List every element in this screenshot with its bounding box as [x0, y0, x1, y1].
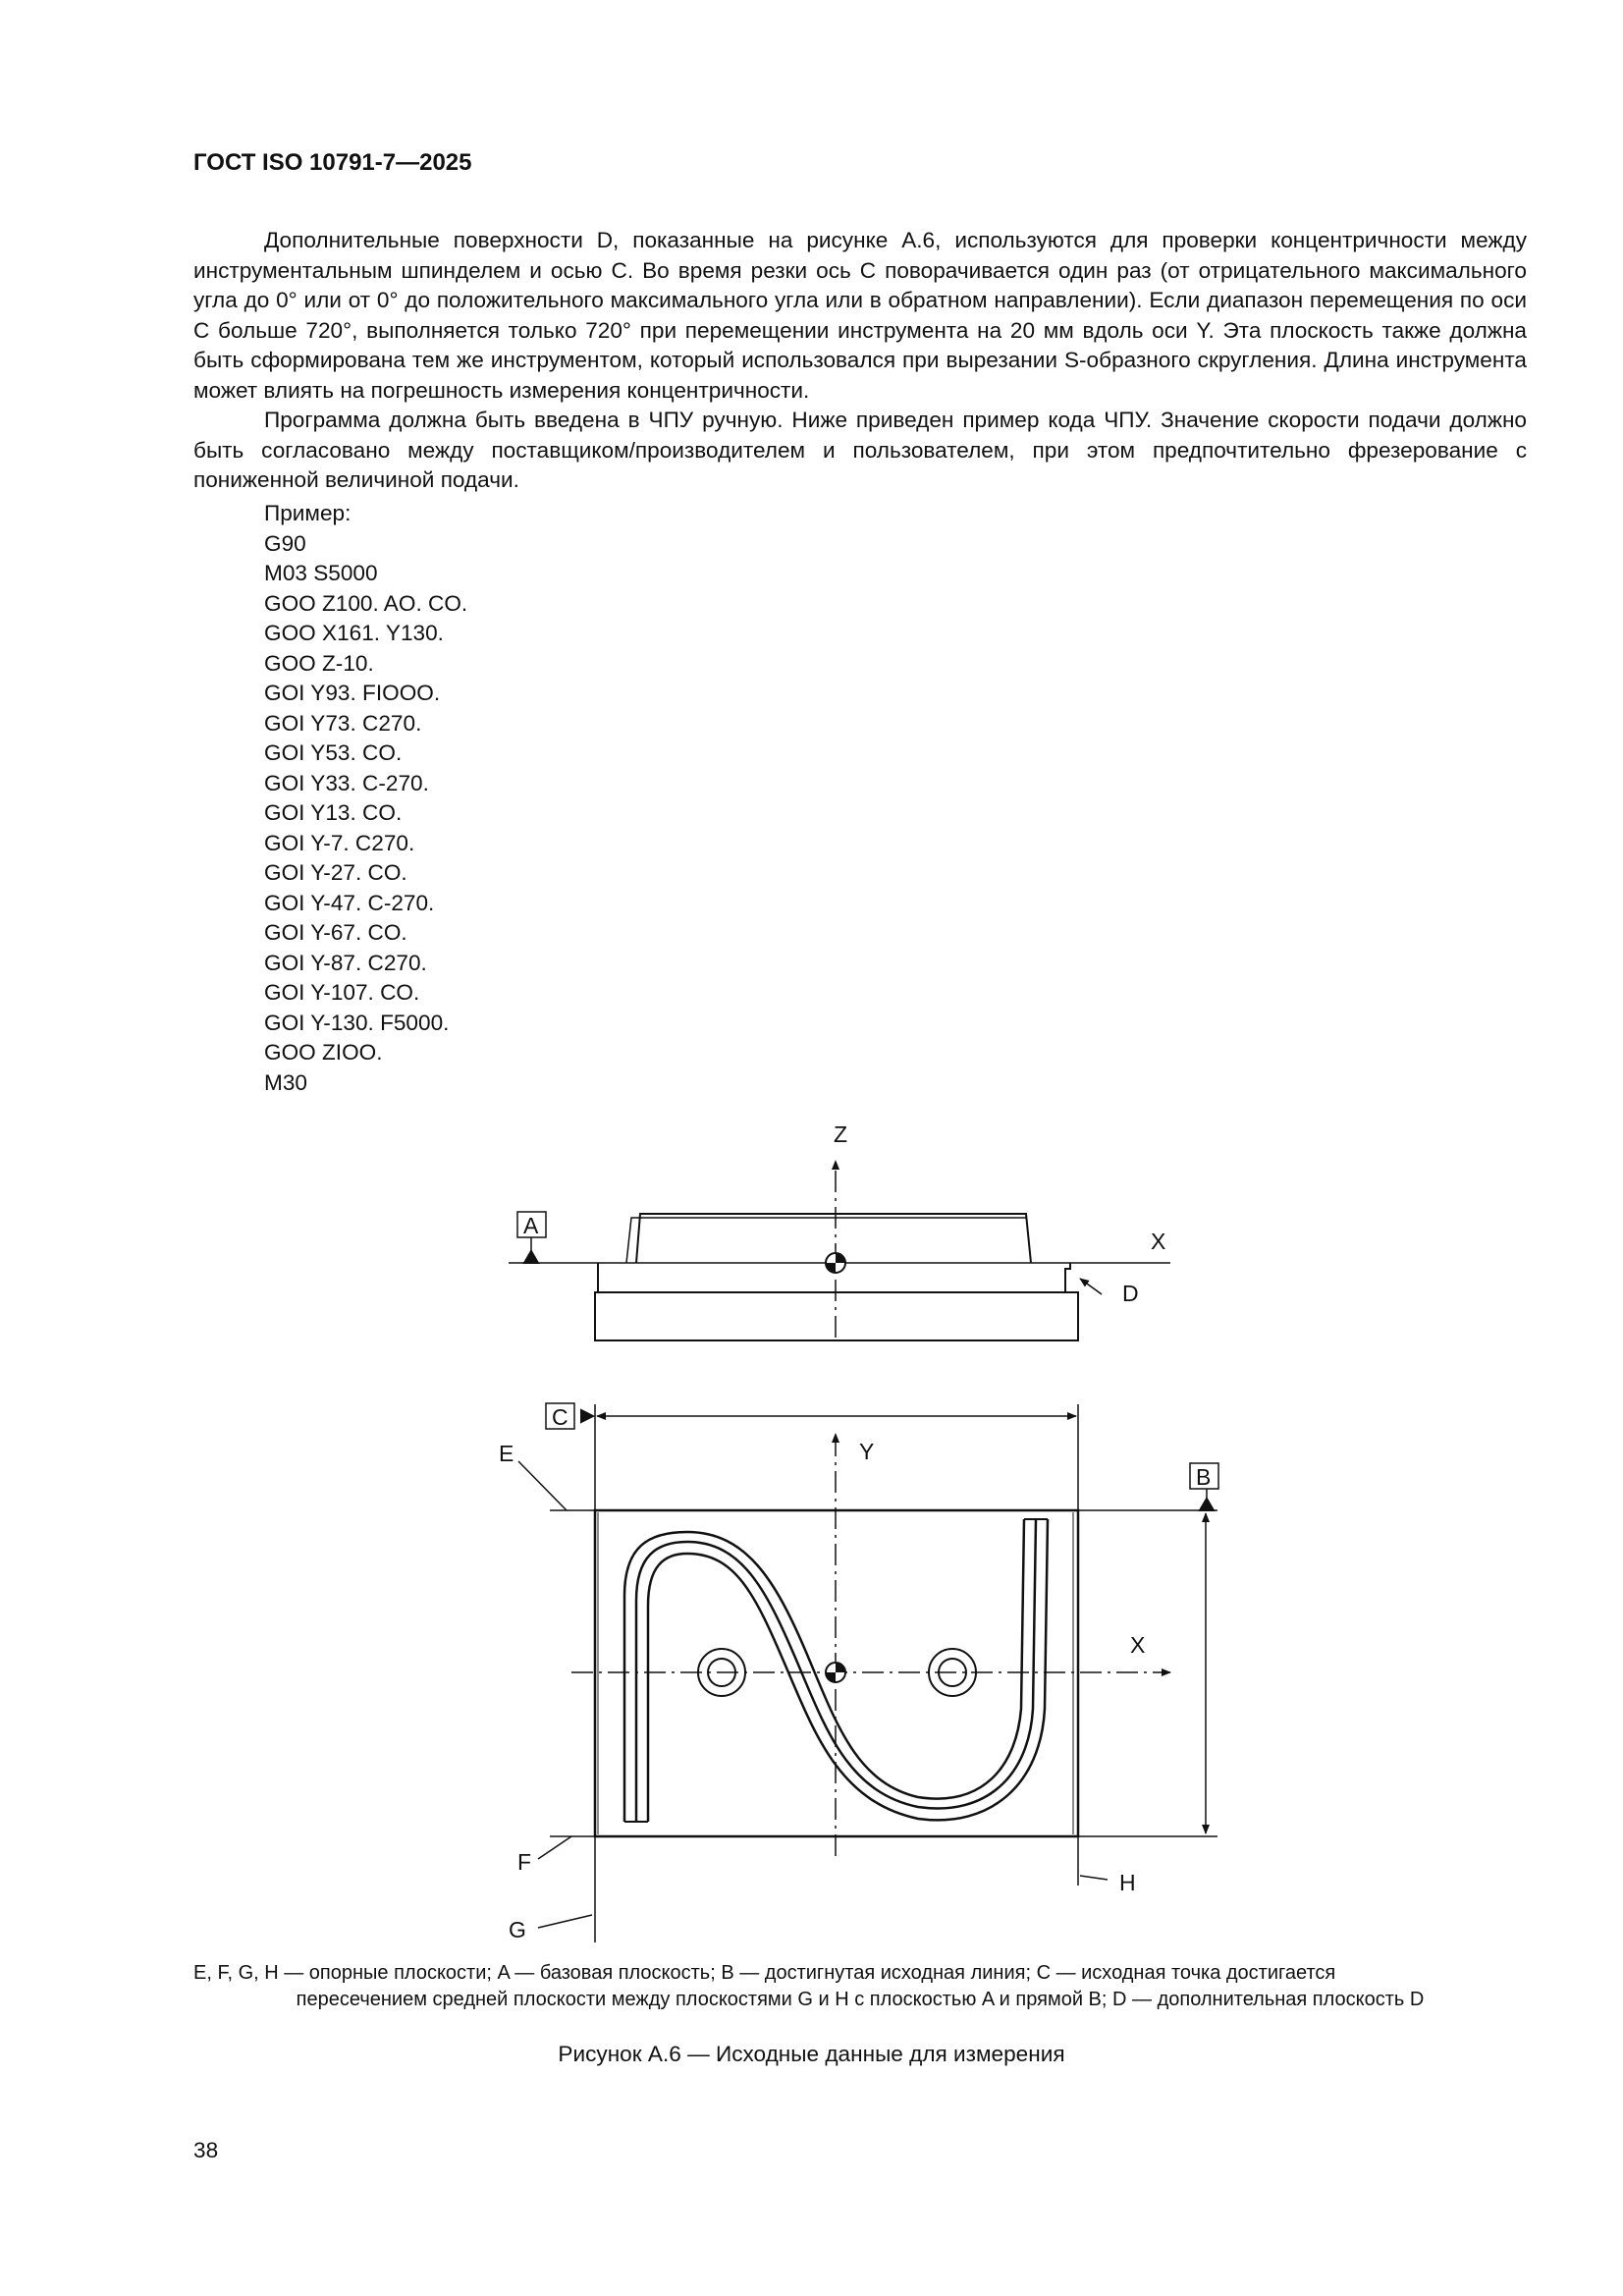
- datum-c-marker: [581, 1410, 593, 1422]
- label-h: H: [1119, 1870, 1136, 1895]
- side-view: [509, 1161, 1170, 1340]
- s-groove-outer: [624, 1519, 1024, 1822]
- code-line: GOO Z-10.: [264, 650, 374, 676]
- page-header: ГОСТ ISO 10791-7—2025: [193, 149, 472, 176]
- code-line: GOI Y53. CO.: [264, 740, 403, 765]
- code-line: GOO ZIOO.: [264, 1040, 383, 1065]
- figure-legend: [193, 1960, 1527, 2013]
- label-z: Z: [834, 1121, 848, 1147]
- code-line: GOI Y-67. CO.: [264, 920, 407, 945]
- code-line: M30: [264, 1069, 307, 1095]
- code-line: GOI Y-87. C270.: [264, 950, 427, 975]
- label-a: A: [523, 1213, 539, 1238]
- code-line: GOI Y-7. C270.: [264, 830, 415, 855]
- label-b: B: [1196, 1464, 1212, 1490]
- label-x-bottom: X: [1130, 1632, 1146, 1658]
- plan-view: [518, 1403, 1218, 1942]
- leader-e: [518, 1461, 567, 1510]
- label-c: C: [552, 1404, 568, 1430]
- paragraph-2: Программа должна быть введена в ЧПУ ручную. Ниже приведен пример кода ЧПУ. Значение скорости подачи должно быть согласовано между поставщиком/производителем и пользователем, при этом предпочтительно фрезерование с пониженной величиной подачи.: [193, 408, 1527, 492]
- code-line: GOI Y-47. C-270.: [264, 890, 435, 915]
- example-label: Пример:: [264, 501, 352, 525]
- code-line: GOI Y33. C-270.: [264, 770, 429, 795]
- code-line: M03 S5000: [264, 561, 378, 585]
- datum-b-marker: [1200, 1499, 1214, 1510]
- leader-d: [1080, 1279, 1102, 1294]
- label-g: G: [509, 1917, 526, 1942]
- code-line: GOI Y-27. CO.: [264, 860, 407, 885]
- figure-caption: Рисунок A.6 — Исходные данные для измерения: [558, 2042, 1065, 2066]
- code-line: GOI Y73. C270.: [264, 710, 422, 736]
- label-e: E: [499, 1441, 514, 1466]
- label-y: Y: [859, 1439, 875, 1464]
- legend-line-1: E, F, G, H — опорные плоскости; A — базовая плоскость; B — достигнутая исходная линия; C — исходная точка достигается: [193, 1962, 1336, 1984]
- label-d: D: [1122, 1281, 1139, 1306]
- legend-line-2: пересечением средней плоскости между плоскостями G и H с плоскостью A и прямой B; D — дополнительная плоскость D: [296, 1989, 1425, 2010]
- code-line: GOI Y13. CO.: [264, 800, 403, 825]
- leader-h: [1080, 1876, 1108, 1880]
- label-f: F: [517, 1849, 532, 1875]
- code-line: GOI Y-107. CO.: [264, 980, 420, 1005]
- code-line: GOI Y-130. F5000.: [264, 1010, 450, 1035]
- code-line: GOI Y93. FIOOO.: [264, 681, 441, 705]
- label-x-top: X: [1151, 1229, 1166, 1254]
- paragraph-1: Дополнительные поверхности D, показанные на рисунке A.6, используются для проверки концентричности между инструментальным шпинделем и осью C. Во время резки ось C поворачивается один раз (от отрицательного максимального угла до 0° или от 0° до положительного максимального угла или в обратном направлении). Если диапазон перемещения по оси C больше 720°, выполняется только 720° при перемещении инструмента на 20 мм вдоль оси Y. Эта плоскость также должна быть сформирована тем же инструментом, который использовался при вырезании S-образного скругления. Длина инструмента может влиять на погрешность измерения концентричности.: [193, 228, 1527, 403]
- datum-a-marker: [524, 1251, 538, 1263]
- leader-g: [538, 1915, 592, 1928]
- page-number: 38: [193, 2138, 219, 2162]
- code-line: G90: [264, 530, 306, 556]
- workpiece-plate: [595, 1292, 1078, 1340]
- leader-f: [538, 1836, 571, 1859]
- code-line: GOO Z100. AO. CO.: [264, 590, 468, 616]
- code-line: GOO X161. Y130.: [264, 621, 444, 645]
